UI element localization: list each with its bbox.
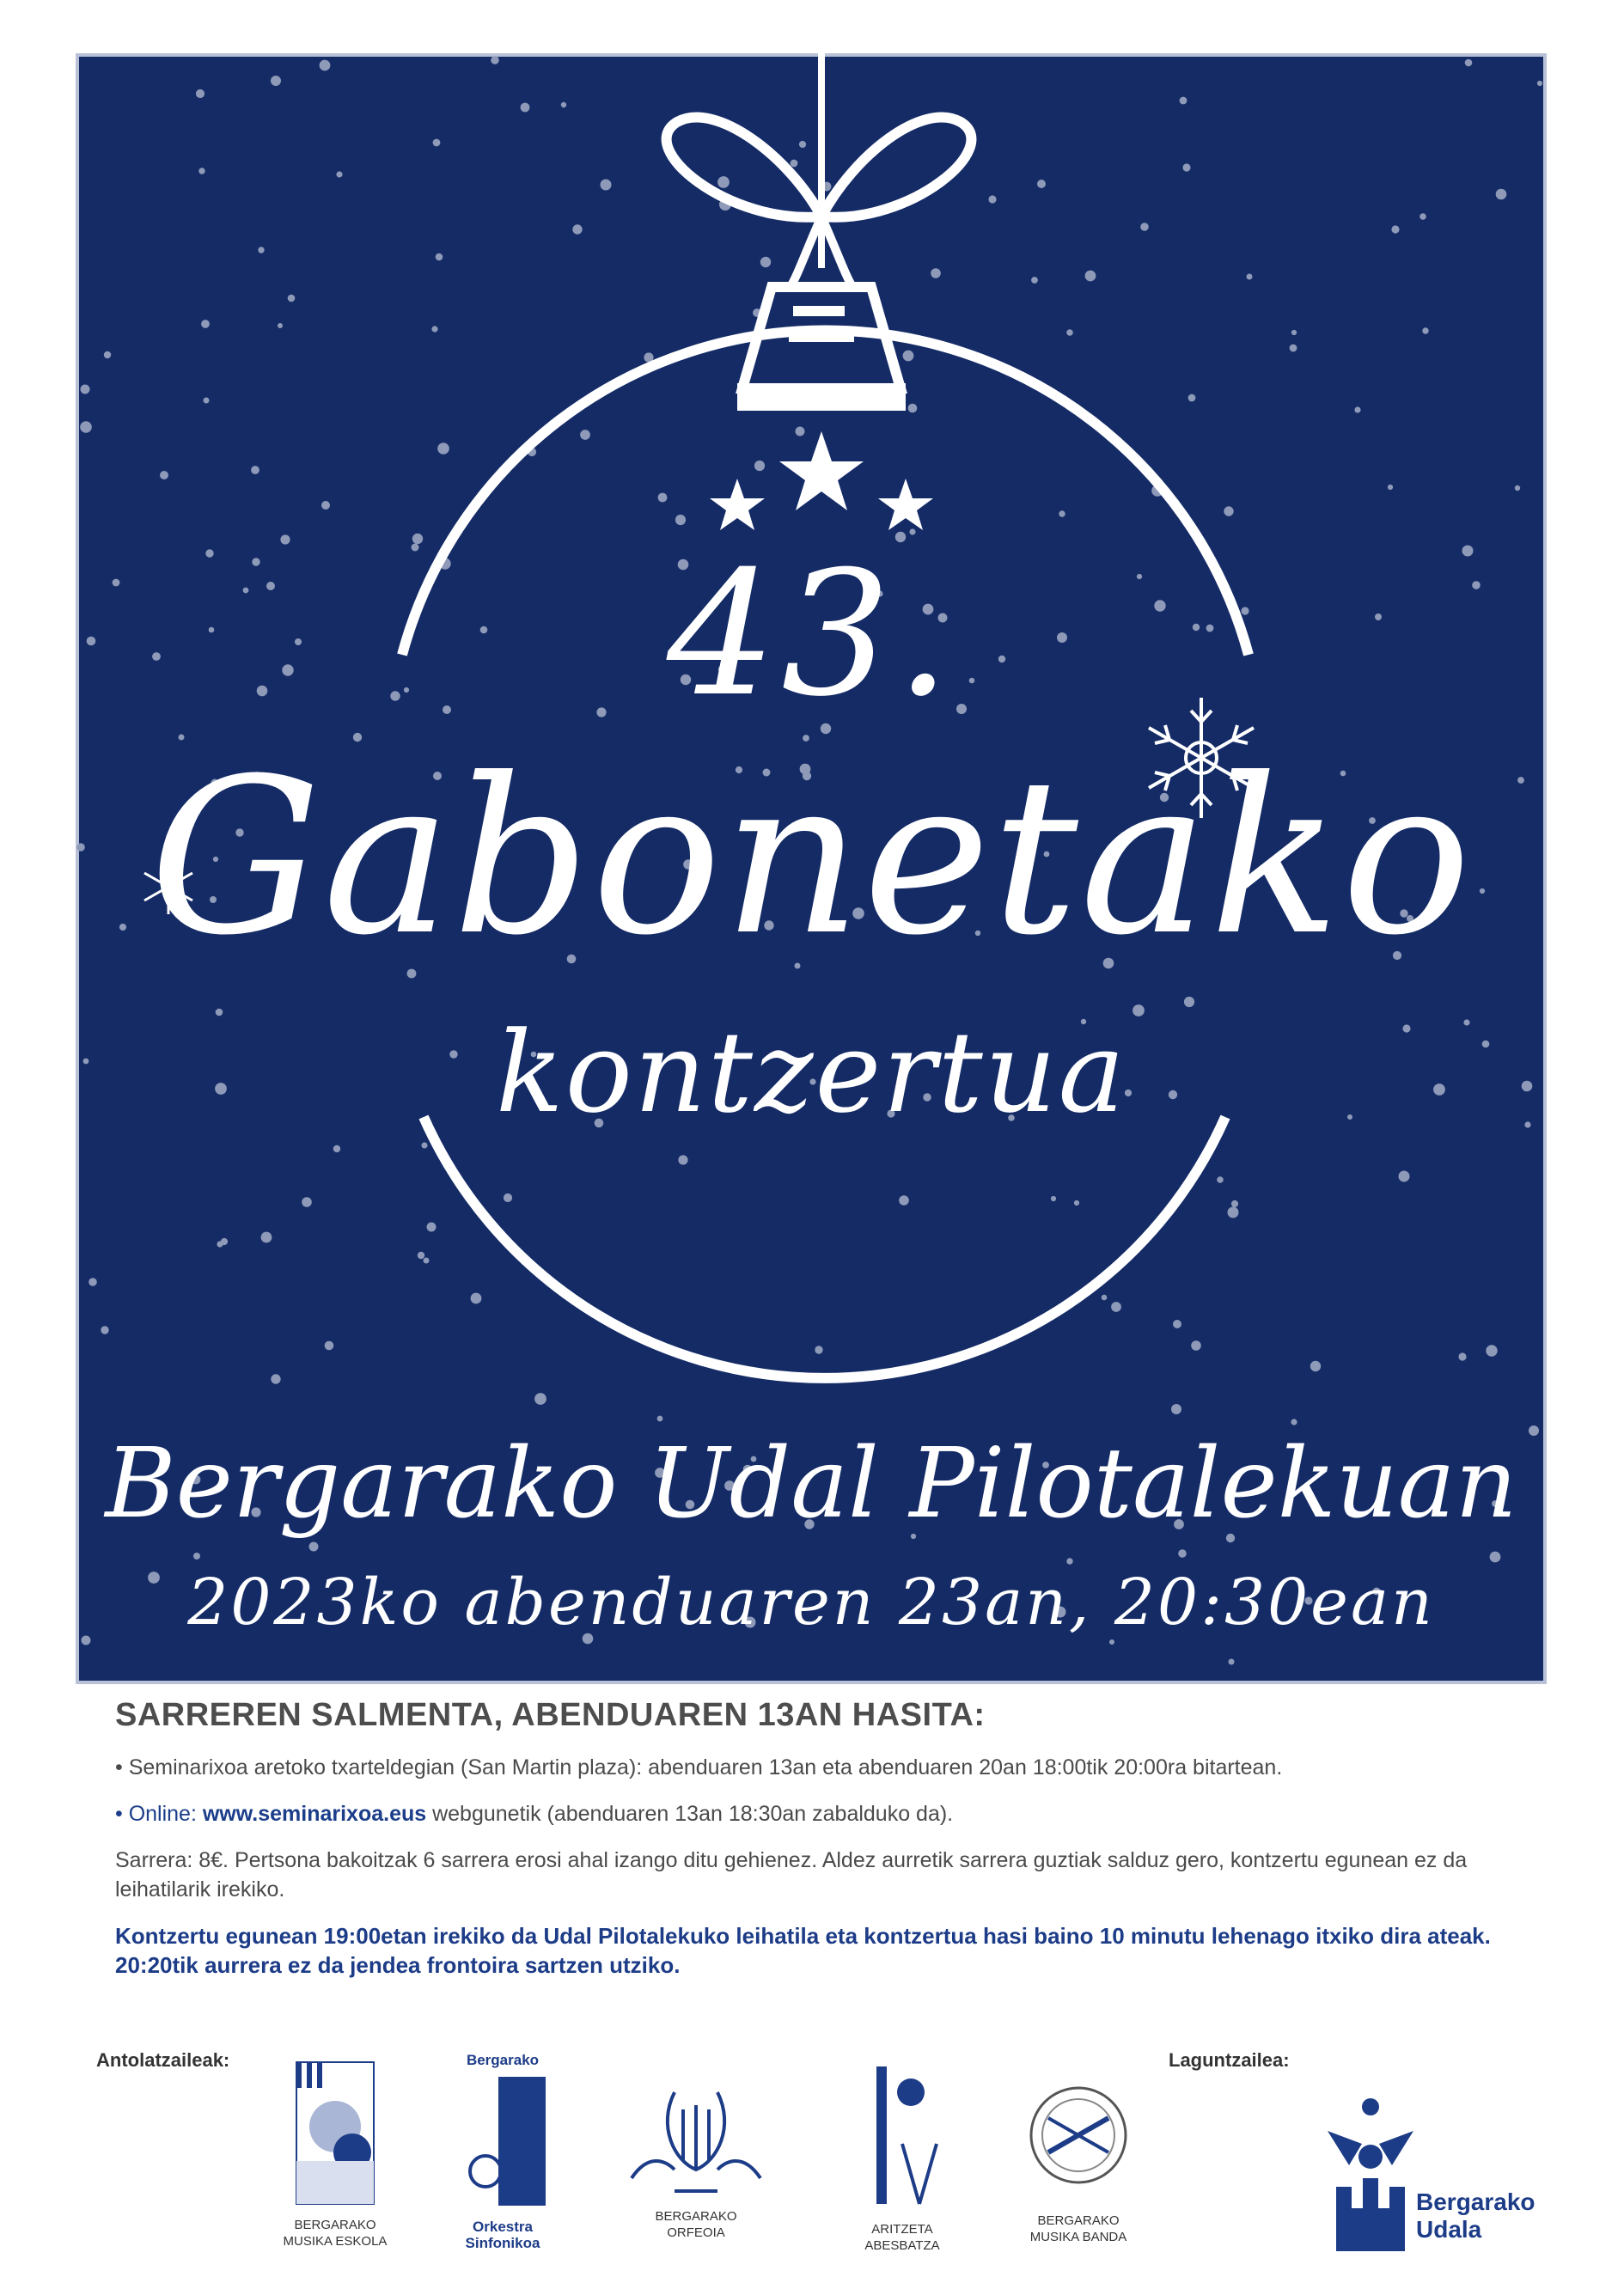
snow-dot: [1422, 327, 1428, 333]
snow-dot: [1228, 1207, 1239, 1218]
sponsor-label: Laguntzailea:: [1169, 2049, 1290, 2071]
snow-dot: [675, 515, 686, 525]
lyre-icon: [614, 2075, 778, 2204]
snow-dot: [754, 461, 765, 471]
snow-dot: [1037, 180, 1046, 188]
snow-dot: [791, 160, 798, 168]
snow-dot: [251, 466, 259, 474]
orkestra-line2: Sinfonikoa: [465, 2235, 540, 2251]
edition-number: 43.: [666, 534, 956, 735]
aritzeta-line2: ABESBATZA: [864, 2238, 940, 2253]
musika-banda-line1: BERGARAKO: [1037, 2213, 1120, 2228]
sponsor-line2: Udala: [1416, 2216, 1482, 2243]
snow-dot: [1291, 330, 1297, 335]
bow-left-loop: [667, 118, 821, 217]
snow-dot: [1074, 1200, 1079, 1206]
musika-eskola-logo-icon: [288, 2058, 382, 2213]
snow-dot: [1247, 274, 1253, 280]
snow-dot: [815, 1346, 822, 1353]
snow-dot: [678, 1155, 687, 1164]
online-link[interactable]: www.seminarixoa.eus: [202, 1802, 427, 1826]
snow-dot: [908, 404, 918, 413]
online-bullet: [115, 1799, 1516, 1828]
snow-dot: [258, 247, 264, 253]
snow-dot: [1111, 1302, 1121, 1312]
snow-dot: [196, 89, 205, 98]
snow-dot: [101, 1326, 108, 1334]
aritzeta-logo-icon: [851, 2058, 954, 2217]
price-info: Sarrera: 8€. Pertsona bakoitzak 6 sarrera erosi ahal izango ditu gehienez. Aldez aurretik sarrera guztiak salduz gero, kontzertu egunean ez da leihatilarik irekiko.: [115, 1848, 1468, 1901]
orkestra-line1: Orkestra: [473, 2219, 533, 2235]
ticket-heading: SARREREN SALMENTA, ABENDUAREN 13AN HASITA:: [115, 1697, 986, 1733]
concert-subtitle: kontzertua: [495, 1007, 1127, 1138]
snow-dot: [325, 1341, 334, 1351]
snow-dot: [433, 139, 441, 147]
snow-dot: [931, 268, 941, 278]
snow-dot: [1109, 1639, 1114, 1645]
snow-dot: [1184, 997, 1194, 1007]
snow-dot: [988, 195, 996, 203]
snow-dot: [104, 351, 111, 358]
snow-dot: [799, 141, 806, 148]
snow-dot: [1465, 59, 1473, 67]
snow-dot: [491, 56, 499, 64]
snow-dot: [418, 1252, 424, 1259]
snow-dot: [309, 1542, 319, 1552]
snow-dot: [1419, 213, 1426, 220]
snow-dot: [572, 224, 582, 234]
snow-dot: [1191, 1340, 1201, 1351]
bergarako-udala-logo-icon: [1323, 2097, 1418, 2251]
ornament-ring-bottom: [424, 1117, 1225, 1378]
orfeoia-line2: ORFEOIA: [667, 2225, 725, 2240]
snow-dot: [271, 1374, 280, 1383]
three-stars: [710, 431, 933, 530]
logo-orkestra: [421, 2052, 584, 2251]
snow-dot: [1031, 277, 1038, 284]
snow-dot: [1490, 1552, 1501, 1563]
online-suffix: webgunetik (abenduaren 13an 18:30an zabalduko da).: [426, 1802, 954, 1826]
snow-dot: [1140, 223, 1149, 231]
sponsor-name: [1416, 2188, 1535, 2243]
snow-dot: [1458, 1352, 1466, 1360]
snow-dot: [1182, 163, 1190, 171]
snow-dot: [198, 168, 205, 174]
bow-right-loop: [821, 118, 971, 217]
snow-dot: [471, 1293, 482, 1304]
ticket-info: [115, 1697, 1516, 1997]
snow-dot: [1537, 81, 1542, 86]
snow-dot: [336, 171, 342, 177]
snow-dot: [431, 326, 437, 332]
snow-dot: [320, 60, 331, 71]
orfeoia-line1: BERGARAKO: [655, 2209, 737, 2224]
snow-dot: [204, 398, 210, 404]
snow-dot: [1171, 1404, 1181, 1414]
logo-aritzeta: [821, 2058, 984, 2254]
snow-dot: [1180, 97, 1187, 105]
snow-dot: [899, 1195, 909, 1206]
snow-dot: [427, 1223, 437, 1232]
snow-dot: [1066, 1558, 1072, 1564]
snow-dot: [1059, 510, 1065, 516]
snow-dot: [1290, 345, 1297, 352]
snow-dot: [1496, 189, 1507, 200]
snow-dot: [580, 430, 590, 440]
online-prefix: • Online:: [115, 1802, 203, 1826]
snow-dot: [1399, 1171, 1410, 1182]
snow-dot: [561, 102, 566, 107]
snow-dot: [81, 385, 90, 394]
organizers-label: Antolatzaileak:: [96, 2049, 230, 2071]
snow-dot: [534, 1393, 546, 1405]
snow-dot: [1388, 485, 1393, 490]
concert-date: 2023ko abenduaren 23an, 20:30ean: [187, 1566, 1435, 1639]
snow-dot: [271, 76, 281, 86]
snow-dot: [1486, 1345, 1497, 1356]
snow-dot: [1515, 485, 1520, 491]
snow-dot: [424, 1258, 430, 1264]
orkestra-logo-icon: [451, 2068, 554, 2214]
aritzeta-line1: ARITZETA: [871, 2222, 933, 2237]
snow-dot: [160, 471, 168, 479]
snow-dot: [1188, 394, 1196, 402]
snow-dot: [504, 1193, 512, 1202]
snow-dot: [261, 1232, 272, 1243]
snow-dot: [1173, 1320, 1181, 1328]
snow-dot: [1291, 1419, 1297, 1425]
concert-venue: Bergarako Udal Pilotalekuan: [105, 1428, 1517, 1540]
sponsor-line1: Bergarako: [1416, 2188, 1535, 2215]
snow-dot: [657, 1416, 663, 1422]
snow-dot: [221, 1238, 228, 1245]
snow-dot: [658, 493, 668, 503]
snow-dot: [278, 323, 283, 328]
snow-dot: [1354, 406, 1360, 412]
snow-dot: [1102, 1295, 1108, 1301]
concert-day-notice: Kontzertu egunean 19:00etan irekiko da Udal Pilotalekuko leihatila eta kontzertua hasi baino 10 minutu lehenago itxiko dira ateak. 20:20tik aurrera ez da jendea frontoira sartzen utziko.: [115, 1923, 1491, 1978]
snow-dot: [1224, 506, 1233, 516]
logo-musika-eskola: [253, 2058, 417, 2249]
snow-dot: [80, 421, 92, 433]
snow-dot: [717, 176, 730, 188]
snow-dot: [201, 320, 210, 328]
snow-dot: [1229, 1659, 1235, 1665]
snow-dot: [1178, 1549, 1187, 1558]
ticket-office-bullet: • Seminarixoa aretoko txarteldegian (San Martin plaza): abenduaren 13an eta abenduaren 20an 18:00tik 20:00ra bitartean.: [115, 1755, 1283, 1779]
ornament-cap: [742, 287, 901, 406]
snow-dot: [1391, 225, 1399, 233]
snow-dot: [333, 1145, 340, 1152]
snow-dot: [760, 257, 771, 267]
snow-dot: [1051, 1196, 1056, 1201]
logo-orfeoia: [614, 2075, 778, 2241]
musika-banda-emblem-icon: [1018, 2066, 1139, 2208]
orkestra-top: Bergarako: [466, 2052, 540, 2068]
snow-dot: [903, 351, 914, 362]
snow-dot: [193, 1553, 200, 1560]
concert-poster: [76, 53, 1547, 1684]
concert-title: Gabonetako: [150, 732, 1473, 982]
snow-dot: [601, 180, 612, 191]
snow-dot: [89, 1278, 97, 1286]
snow-dot: [437, 443, 449, 455]
snow-dot: [1231, 1200, 1238, 1207]
snow-dot: [288, 295, 296, 302]
snow-dot: [302, 1197, 312, 1207]
logo-musika-banda: [997, 2066, 1160, 2245]
musika-eskola-line1: BERGARAKO: [294, 2218, 376, 2232]
snow-dot: [1217, 1176, 1224, 1183]
snow-dot: [436, 253, 443, 261]
snow-dot: [421, 1142, 427, 1148]
snow-dot: [1085, 271, 1096, 282]
musika-banda-line2: MUSIKA BANDA: [1029, 2230, 1127, 2244]
snow-dot: [321, 501, 330, 510]
snow-dot: [796, 427, 805, 436]
musika-eskola-line2: MUSIKA ESKOLA: [283, 2234, 388, 2249]
snow-dot: [1310, 1361, 1321, 1371]
snow-dot: [521, 103, 530, 113]
snow-dot: [1066, 329, 1073, 336]
